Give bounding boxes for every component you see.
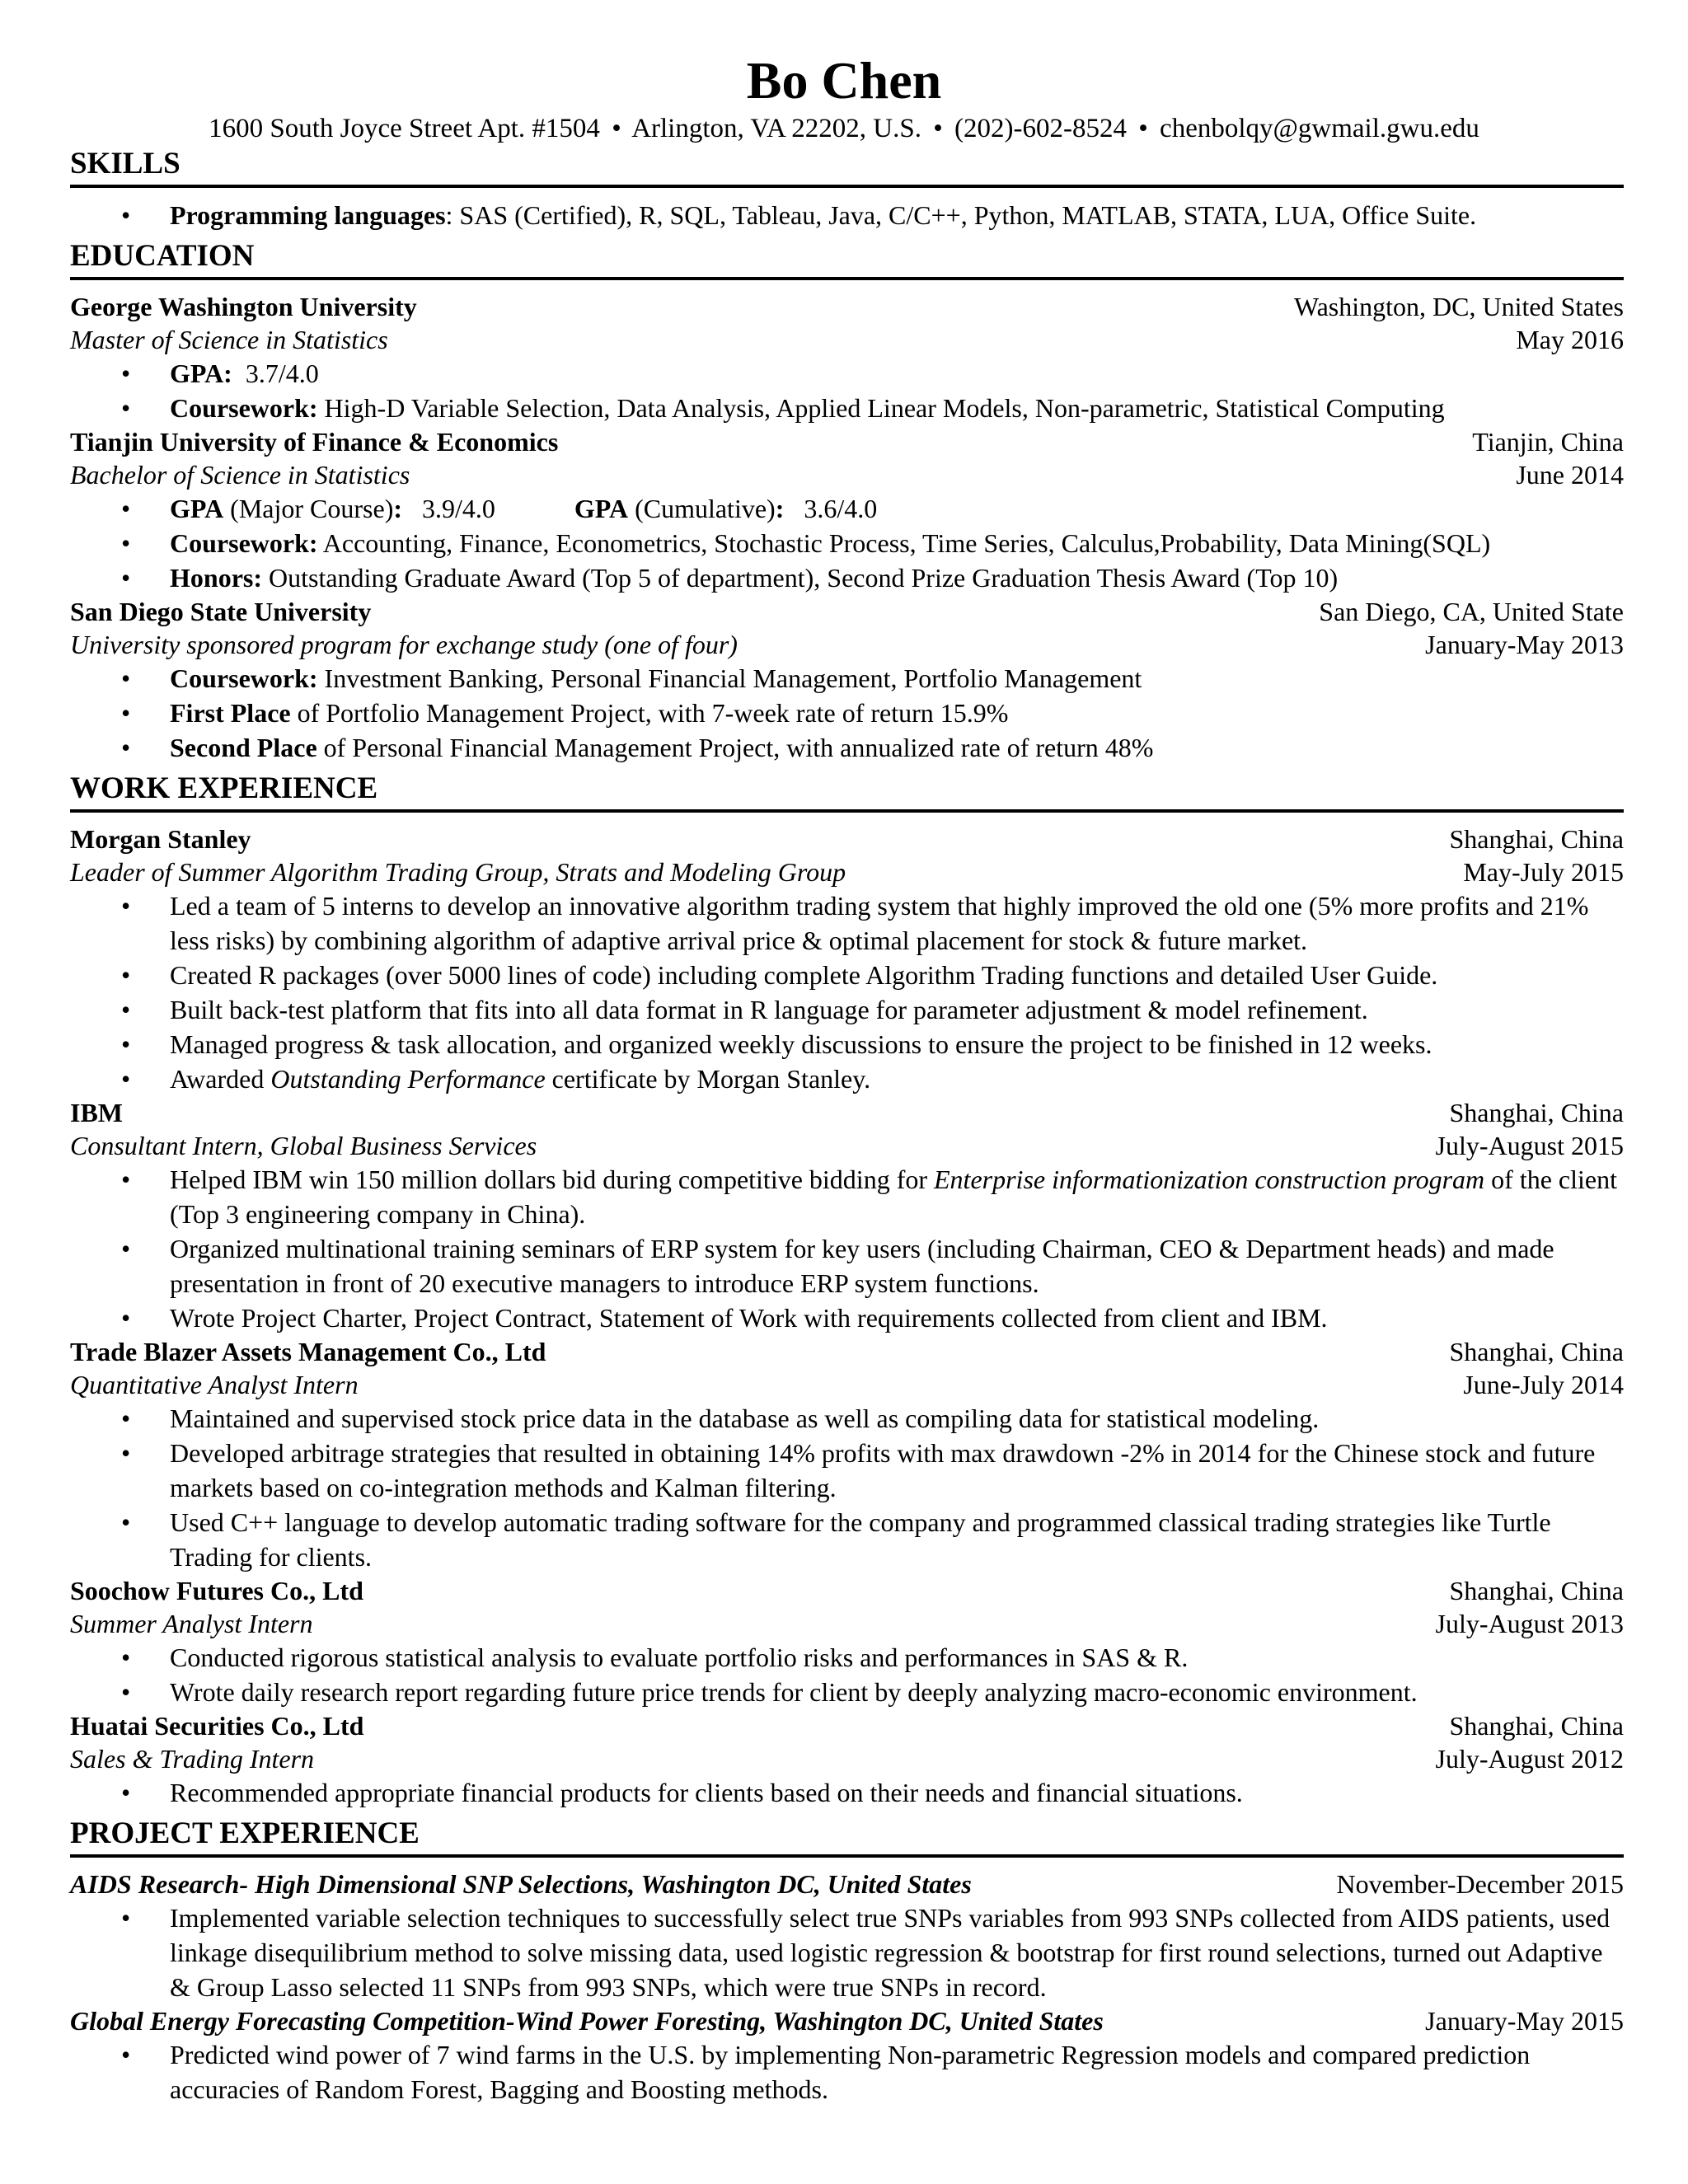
entry-bullets — [70, 1900, 1624, 2004]
section-title-education: EDUCATION — [70, 237, 1624, 280]
list-item: • Helped IBM win 150 million dollars bid during competitive bidding for Enterprise informationization construction program of the client (Top 3 engineering company in China). — [70, 1162, 1624, 1231]
school-name: San Diego State University — [70, 597, 372, 626]
entry-bullets — [70, 1775, 1624, 1810]
list-item: • Honors: Outstanding Graduate Award (Top 5 of department), Second Prize Graduation Thesis Award (Top 10) — [70, 560, 1624, 595]
entry-date: November-December 2015 — [1336, 1869, 1624, 1899]
contact-phone: (202)-602-8524 — [954, 114, 1127, 143]
bullet-icon: • — [121, 663, 131, 693]
entry-bullets — [70, 1162, 1624, 1335]
entry-date: January-May 2015 — [1425, 2006, 1624, 2036]
skills-list — [70, 198, 1624, 232]
bullet-icon: • — [121, 1778, 131, 1807]
bullet-icon: • — [121, 1643, 131, 1672]
entry-header — [70, 823, 1624, 855]
job-title: Consultant Intern, Global Business Services — [70, 1131, 537, 1160]
bullet-icon: • — [121, 891, 131, 921]
project-name: Global Energy Forecasting Competition-Wind Power Foresting, Washington DC, United States — [70, 2006, 1104, 2036]
contact-address: 1600 South Joyce Street Apt. #1504 — [209, 114, 600, 143]
bullet-icon: • — [121, 200, 131, 230]
bullet-separator: • — [933, 114, 943, 143]
company-name: Soochow Futures Co., Ltd — [70, 1576, 363, 1605]
contact-line — [0, 110, 1688, 147]
list-item: • Developed arbitrage strategies that resulted in obtaining 14% profits with max drawdown -2% in 2014 for the Chinese stock and future markets based on co-integration methods and Kalman filtering. — [70, 1436, 1624, 1505]
candidate-name: Bo Chen — [746, 51, 942, 110]
bullet-icon: • — [121, 1677, 131, 1707]
entry-header — [70, 1868, 1624, 1900]
bullet-icon: • — [121, 995, 131, 1024]
bullet-icon: • — [121, 494, 131, 523]
entry-header — [70, 425, 1624, 458]
company-name: Morgan Stanley — [70, 824, 251, 854]
entry-bullets — [70, 1640, 1624, 1709]
entry-header — [70, 2004, 1624, 2037]
bullet-icon: • — [121, 1064, 131, 1094]
list-item: • Predicted wind power of 7 wind farms in the U.S. by implementing Non-parametric Regression models and compared prediction accuracies of Random Forest, Bagging and Boosting methods. — [70, 2037, 1624, 2107]
job-title: Leader of Summer Algorithm Trading Group, Strats and Modeling Group — [70, 857, 846, 887]
bullet-icon: • — [121, 1029, 131, 1059]
list-item: • Organized multinational training seminars of ERP system for key users (including Chairman, CEO & Department heads) and made presentation in front of 20 executive managers to introduce ERP system functions. — [70, 1231, 1624, 1301]
bullet-icon: • — [121, 1303, 131, 1333]
company-name: IBM — [70, 1098, 123, 1127]
job-title: Sales & Trading Intern — [70, 1744, 315, 1774]
entry-subheader — [70, 1607, 1624, 1640]
company-location: Shanghai, China — [1449, 824, 1624, 854]
section-title-skills: SKILLS — [70, 145, 1624, 188]
job-title: Summer Analyst Intern — [70, 1609, 313, 1638]
company-name: Trade Blazer Assets Management Co., Ltd — [70, 1337, 546, 1366]
entry-date: May 2016 — [1516, 325, 1624, 354]
entry-subheader — [70, 1129, 1624, 1162]
entry-bullets — [70, 2037, 1624, 2107]
bullet-icon: • — [121, 1903, 131, 1933]
list-item: • GPA: 3.7/4.0 — [70, 356, 1624, 391]
list-item: • Wrote daily research report regarding future price trends for client by deeply analyzing macro-economic environment. — [70, 1675, 1624, 1709]
contact-email: chenbolqy@gwmail.gwu.edu — [1160, 114, 1479, 143]
list-item: • Used C++ language to develop automatic trading software for the company and programmed classical trading strategies like Turtle Trading for clients. — [70, 1505, 1624, 1574]
bullet-icon: • — [121, 1234, 131, 1263]
entry-header — [70, 1096, 1624, 1129]
entry-subheader — [70, 855, 1624, 888]
project-name: AIDS Research- High Dimensional SNP Selections, Washington DC, United States — [70, 1869, 972, 1899]
degree: Bachelor of Science in Statistics — [70, 460, 410, 490]
bullet-separator: • — [1138, 114, 1148, 143]
list-item: • Maintained and supervised stock price data in the database as well as compiling data for statistical modeling. — [70, 1401, 1624, 1436]
entry-bullets — [70, 661, 1624, 765]
list-item: • Implemented variable selection techniques to successfully select true SNPs variables from 993 SNPs collected from AIDS patients, used linkage disequilibrium method to solve missing data, used logistic regression & bootstrap for first round selections, turned out Adaptive & Group Lasso selected 11 SNPs from 993 SNPs, which were true SNPs in record. — [70, 1900, 1624, 2004]
bullet-icon: • — [121, 698, 131, 728]
entry-date: May-July 2015 — [1463, 857, 1624, 887]
list-item: • Wrote Project Charter, Project Contract, Statement of Work with requirements collected from client and IBM. — [70, 1301, 1624, 1335]
entry-date: July-August 2013 — [1435, 1609, 1624, 1638]
bullet-icon: • — [121, 528, 131, 558]
list-item: • Coursework: Accounting, Finance, Econometrics, Stochastic Process, Time Series, Calculus,Probability, Data Mining(SQL) — [70, 526, 1624, 560]
list-item: • Second Place of Personal Financial Management Project, with annualized rate of return 48% — [70, 730, 1624, 765]
bullet-icon: • — [121, 1404, 131, 1433]
company-location: Shanghai, China — [1449, 1337, 1624, 1366]
entry-bullets — [70, 356, 1624, 425]
entry-bullets — [70, 888, 1624, 1096]
company-location: Shanghai, China — [1449, 1098, 1624, 1127]
bullet-icon: • — [121, 1438, 131, 1468]
entry-bullets — [70, 491, 1624, 595]
list-item: • Recommended appropriate financial products for clients based on their needs and financial situations. — [70, 1775, 1624, 1810]
entry-header — [70, 1335, 1624, 1368]
list-item: • Created R packages (over 5000 lines of code) including complete Algorithm Trading functions and detailed User Guide. — [70, 958, 1624, 992]
entry-header — [70, 290, 1624, 323]
bullet-separator: • — [612, 114, 621, 143]
entry-date: July-August 2012 — [1435, 1744, 1624, 1774]
list-item: • Managed progress & task allocation, and organized weekly discussions to ensure the project to be finished in 12 weeks. — [70, 1027, 1624, 1062]
entry-subheader — [70, 1742, 1624, 1775]
company-location: Shanghai, China — [1449, 1711, 1624, 1741]
bullet-icon: • — [121, 733, 131, 762]
entry-subheader — [70, 458, 1624, 491]
bullet-icon: • — [121, 960, 131, 990]
entry-header — [70, 1709, 1624, 1742]
entry-subheader — [70, 1368, 1624, 1401]
section-title-projects: PROJECT EXPERIENCE — [70, 1815, 1624, 1858]
entry-bullets — [70, 1401, 1624, 1574]
list-item: • Coursework: High-D Variable Selection, Data Analysis, Applied Linear Models, Non-parametric, Statistical Computing — [70, 391, 1624, 425]
school-location: Tianjin, China — [1472, 427, 1624, 457]
entry-header — [70, 1574, 1624, 1607]
list-item: • GPA (Major Course): 3.9/4.0 GPA (Cumulative): 3.6/4.0 — [70, 491, 1624, 526]
bullet-icon: • — [121, 563, 131, 593]
bullet-icon: • — [121, 2040, 131, 2069]
school-location: Washington, DC, United States — [1293, 292, 1624, 321]
entry-subheader — [70, 323, 1624, 356]
resume-content — [70, 145, 1624, 2107]
contact-city: Arlington, VA 22202, U.S. — [631, 114, 921, 143]
school-location: San Diego, CA, United State — [1319, 597, 1624, 626]
school-name: Tianjin University of Finance & Economics — [70, 427, 559, 457]
degree: Master of Science in Statistics — [70, 325, 388, 354]
list-item: • Programming languages: SAS (Certified), R, SQL, Tableau, Java, C/C++, Python, MATLAB, STATA, LUA, Office Suite. — [70, 198, 1624, 232]
entry-date: June 2014 — [1516, 460, 1624, 490]
company-location: Shanghai, China — [1449, 1576, 1624, 1605]
list-item: • First Place of Portfolio Management Project, with 7-week rate of return 15.9% — [70, 696, 1624, 730]
bullet-icon: • — [121, 359, 131, 388]
list-item: • Led a team of 5 interns to develop an innovative algorithm trading system that highly improved the old one (5% more profits and 21% less risks) by combining algorithm of adaptive arrival price & optimal placement for stock & future market. — [70, 888, 1624, 958]
entry-header — [70, 595, 1624, 628]
entry-date: January-May 2013 — [1425, 630, 1624, 659]
degree: University sponsored program for exchange study (one of four) — [70, 630, 738, 659]
entry-date: July-August 2015 — [1435, 1131, 1624, 1160]
entry-date: June-July 2014 — [1463, 1370, 1624, 1399]
job-title: Quantitative Analyst Intern — [70, 1370, 359, 1399]
section-title-work: WORK EXPERIENCE — [70, 770, 1624, 813]
list-item: • Built back-test platform that fits into all data format in R language for parameter adjustment & model refinement. — [70, 992, 1624, 1027]
list-item: • Conducted rigorous statistical analysis to evaluate portfolio risks and performances in SAS & R. — [70, 1640, 1624, 1675]
bullet-icon: • — [121, 393, 131, 423]
school-name: George Washington University — [70, 292, 417, 321]
entry-subheader — [70, 628, 1624, 661]
bullet-icon: • — [121, 1507, 131, 1537]
company-name: Huatai Securities Co., Ltd — [70, 1711, 364, 1741]
bullet-icon: • — [121, 1165, 131, 1194]
list-item: • Awarded Outstanding Performance certificate by Morgan Stanley. — [70, 1062, 1624, 1096]
list-item: • Coursework: Investment Banking, Personal Financial Management, Portfolio Management — [70, 661, 1624, 696]
